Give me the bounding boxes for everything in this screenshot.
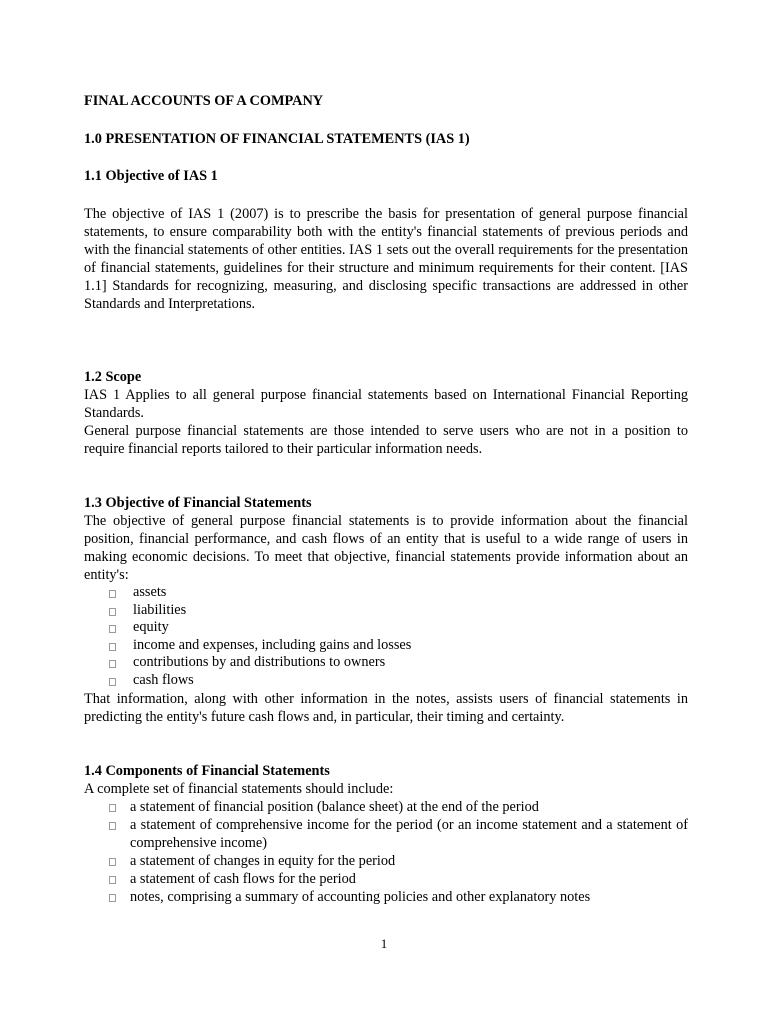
square-bullet-icon [109,858,116,866]
section-1-4-intro: A complete set of financial statements should include: [84,780,394,797]
list-item [84,870,688,888]
list-item-text: contributions by and distributions to owners [133,654,386,671]
list-item-text: assets [133,584,167,600]
list-item [84,798,688,816]
list-item [84,637,688,655]
list-item-text: a statement of financial position (balance sheet) at the end of the period [130,798,539,815]
list-item [84,584,688,602]
list-item-text: notes, comprising a summary of accounting policies and other explanatory notes [130,888,591,905]
section-1-4-heading: 1.4 Components of Financial Statements [84,762,330,779]
section-1-1-body: The objective of IAS 1 (2007) is to prescribe the basis for presentation of general purpose financial statements, to ensure comparability both with the entity's financial statements of previous periods and with the financial statements of other entities. IAS 1 sets out the overall requirements for the presentation of financial statements, guidelines for their structure and minimum requirements for their content. [IAS 1.1] Standards for recognizing, measuring, and disclosing specific transactions are addressed in other Standards and Interpretations. [84,206,688,312]
list-item [84,602,688,620]
list-item-text: liabilities [133,601,187,618]
section-1-2-paragraph: IAS 1 Applies to all general purpose financial statements based on International Financial Reporting Standards. [84,387,688,421]
list-item-text: equity [133,619,169,636]
square-bullet-icon [109,894,116,902]
square-bullet-icon [109,643,116,651]
list-item-text: a statement of changes in equity for the period [130,852,396,869]
list-item [84,619,688,637]
square-bullet-icon [109,608,116,616]
page-number: 1 [380,936,388,951]
list-item [84,672,688,690]
square-bullet-icon [109,822,116,830]
list-item-text: a statement of comprehensive income for the period (or an income statement and a statement of comprehensive income) [130,816,688,851]
section-1-0-heading: 1.0 PRESENTATION OF FINANCIAL STATEMENTS (IAS 1) [84,131,470,147]
square-bullet-icon [109,590,116,598]
section-1-3-heading: 1.3 Objective of Financial Statements [84,495,312,511]
components-list [84,798,688,906]
list-item [84,888,688,906]
document-title: FINAL ACCOUNTS OF A COMPANY [84,93,324,109]
page-content [84,92,688,906]
square-bullet-icon [109,625,116,633]
list-item-text: a statement of cash flows for the period [130,870,356,887]
section-1-2-heading: 1.2 Scope [84,369,142,385]
list-item-text: cash flows [133,671,194,688]
list-item [84,654,688,672]
section-1-1-heading: 1.1 Objective of IAS 1 [84,168,218,184]
list-item [84,852,688,870]
section-1-3-intro: The objective of general purpose financial statements is to provide information about the financial position, financial performance, and cash flows of an entity that is useful to a wide range of users in making economic decisions. To meet that objective, financial statements provide information about an entity's: [84,513,688,583]
section-1-3-outro: That information, along with other information in the notes, assists users of financial statements in predicting the entity's future cash flows and, in particular, their timing and certainty. [84,690,688,725]
square-bullet-icon [109,678,116,686]
list-item-text: income and expenses, including gains and losses [133,636,412,653]
section-1-2-paragraph: General purpose financial statements are those intended to serve users who are not in a position to require financial reports tailored to their particular information needs. [84,423,688,457]
square-bullet-icon [109,804,116,812]
square-bullet-icon [109,876,116,884]
list-item [84,816,688,852]
square-bullet-icon [109,660,116,668]
entity-information-list [84,584,688,690]
